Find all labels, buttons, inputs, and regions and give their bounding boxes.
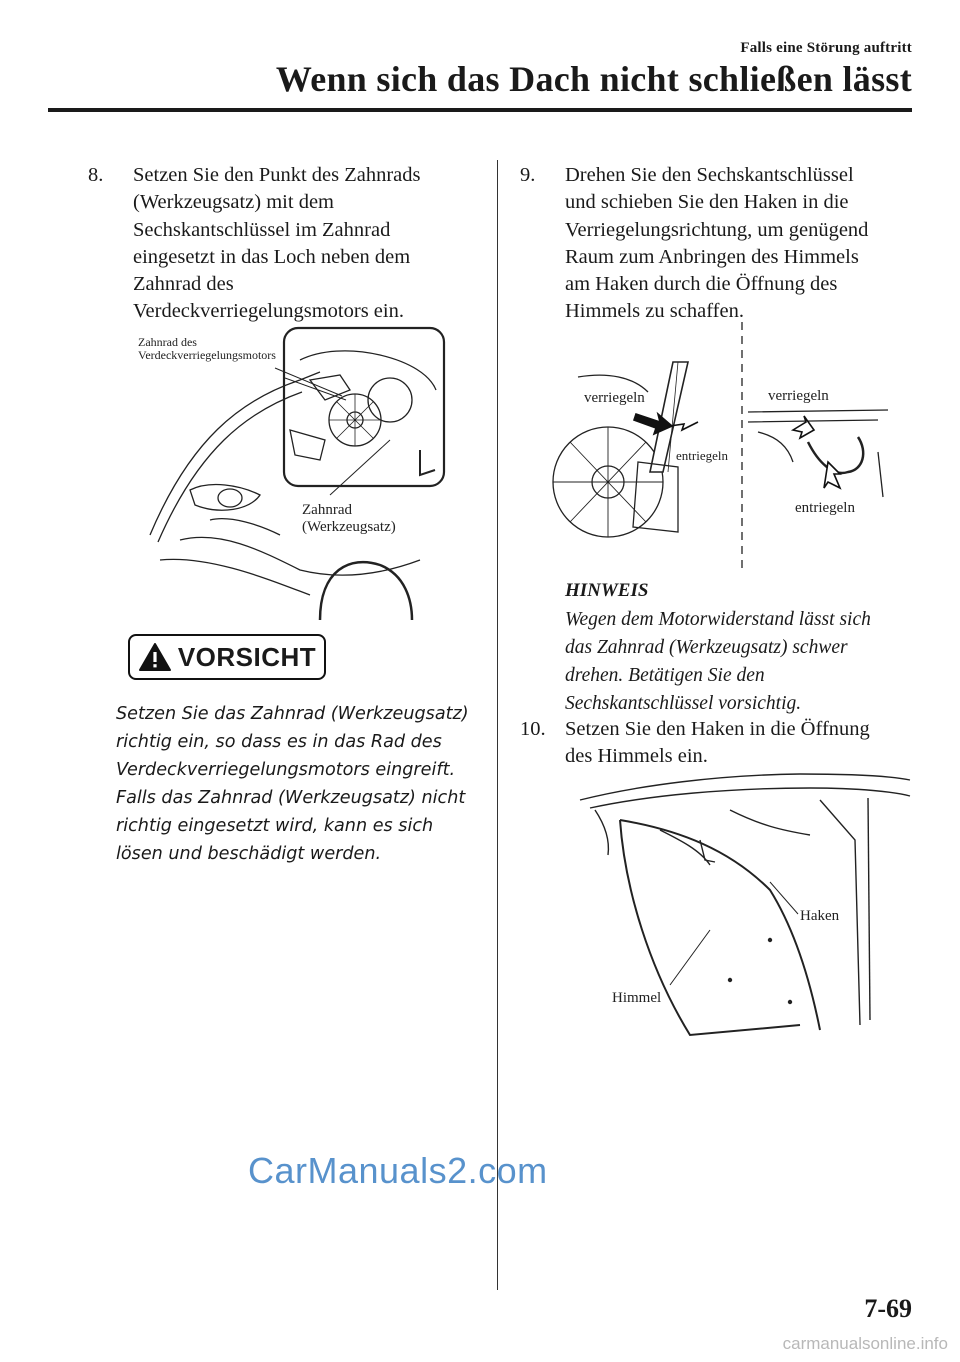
step-text: Drehen Sie den Sechskantschlüssel und schieben Sie den Haken in die Verriegelungsrichtung, um genügend Raum zum Anbringen des Himmels am Haken durch die Öffnung des Himmels zu schaffen. [565,164,869,323]
step-number: 8. [88,164,104,186]
note-title: HINWEIS [565,580,649,601]
warning-triangle-icon [138,642,172,672]
hook-lock-illustration [578,322,898,572]
header-divider [48,108,912,112]
caution-badge [128,634,326,680]
label-hook: Haken [800,908,840,924]
label-motor-gear: Zahnrad des Verdeckverriegelungsmotors [138,335,276,362]
step-9 [520,162,920,326]
label-lock-right: verriegeln [768,388,829,404]
column-divider [497,160,498,1290]
page-number: 7-69 [864,1294,912,1323]
step-number: 10. [520,718,546,740]
page-title: Wenn sich das Dach nicht schließen lässt [275,59,912,99]
header-section-label: Falls eine Störung auftritt [740,40,912,56]
step-8 [88,162,488,326]
label-unlock-right: entriegeln [795,500,855,516]
label-lock-left: verriegeln [584,390,645,406]
step-number: 9. [520,164,536,186]
footer-watermark: carmanualsonline.info [782,1334,948,1353]
label-liner: Himmel [612,990,662,1006]
step-10 [520,716,920,771]
caution-text: Setzen Sie das Zahnrad (Werkzeugsatz) richtig ein, so dass es in das Rad des Verdeckverriegelungsmotors eingreift. Falls das Zahnrad (Werkzeugsatz) nicht richtig eingesetzt wird, kann es sich lösen und beschädigt werden. [116,704,469,864]
step-text: Setzen Sie den Punkt des Zahnrads (Werkzeugsatz) mit dem Sechskantschlüssel im Zahnrad eingesetzt in das Loch neben dem Zahnrad des Verdeckverriegelungsmotors ein. [133,164,421,323]
label-tool-gear: Zahnrad (Werkzeugsatz) [302,502,396,535]
label-unlock-left: entriegeln [676,448,728,463]
caution-label: VORSICHT [177,641,317,672]
step-text: Setzen Sie den Haken in die Öffnung des Himmels ein. [565,718,870,768]
motor-gear-illustration [150,320,450,620]
note-text: Wegen dem Motorwiderstand lässt sich das Zahnrad (Werkzeugsatz) schwer drehen. Betätigen Sie den Sechskantschlüssel vorsichtig. [565,609,871,714]
watermark: CarManuals2.com [248,1150,548,1191]
